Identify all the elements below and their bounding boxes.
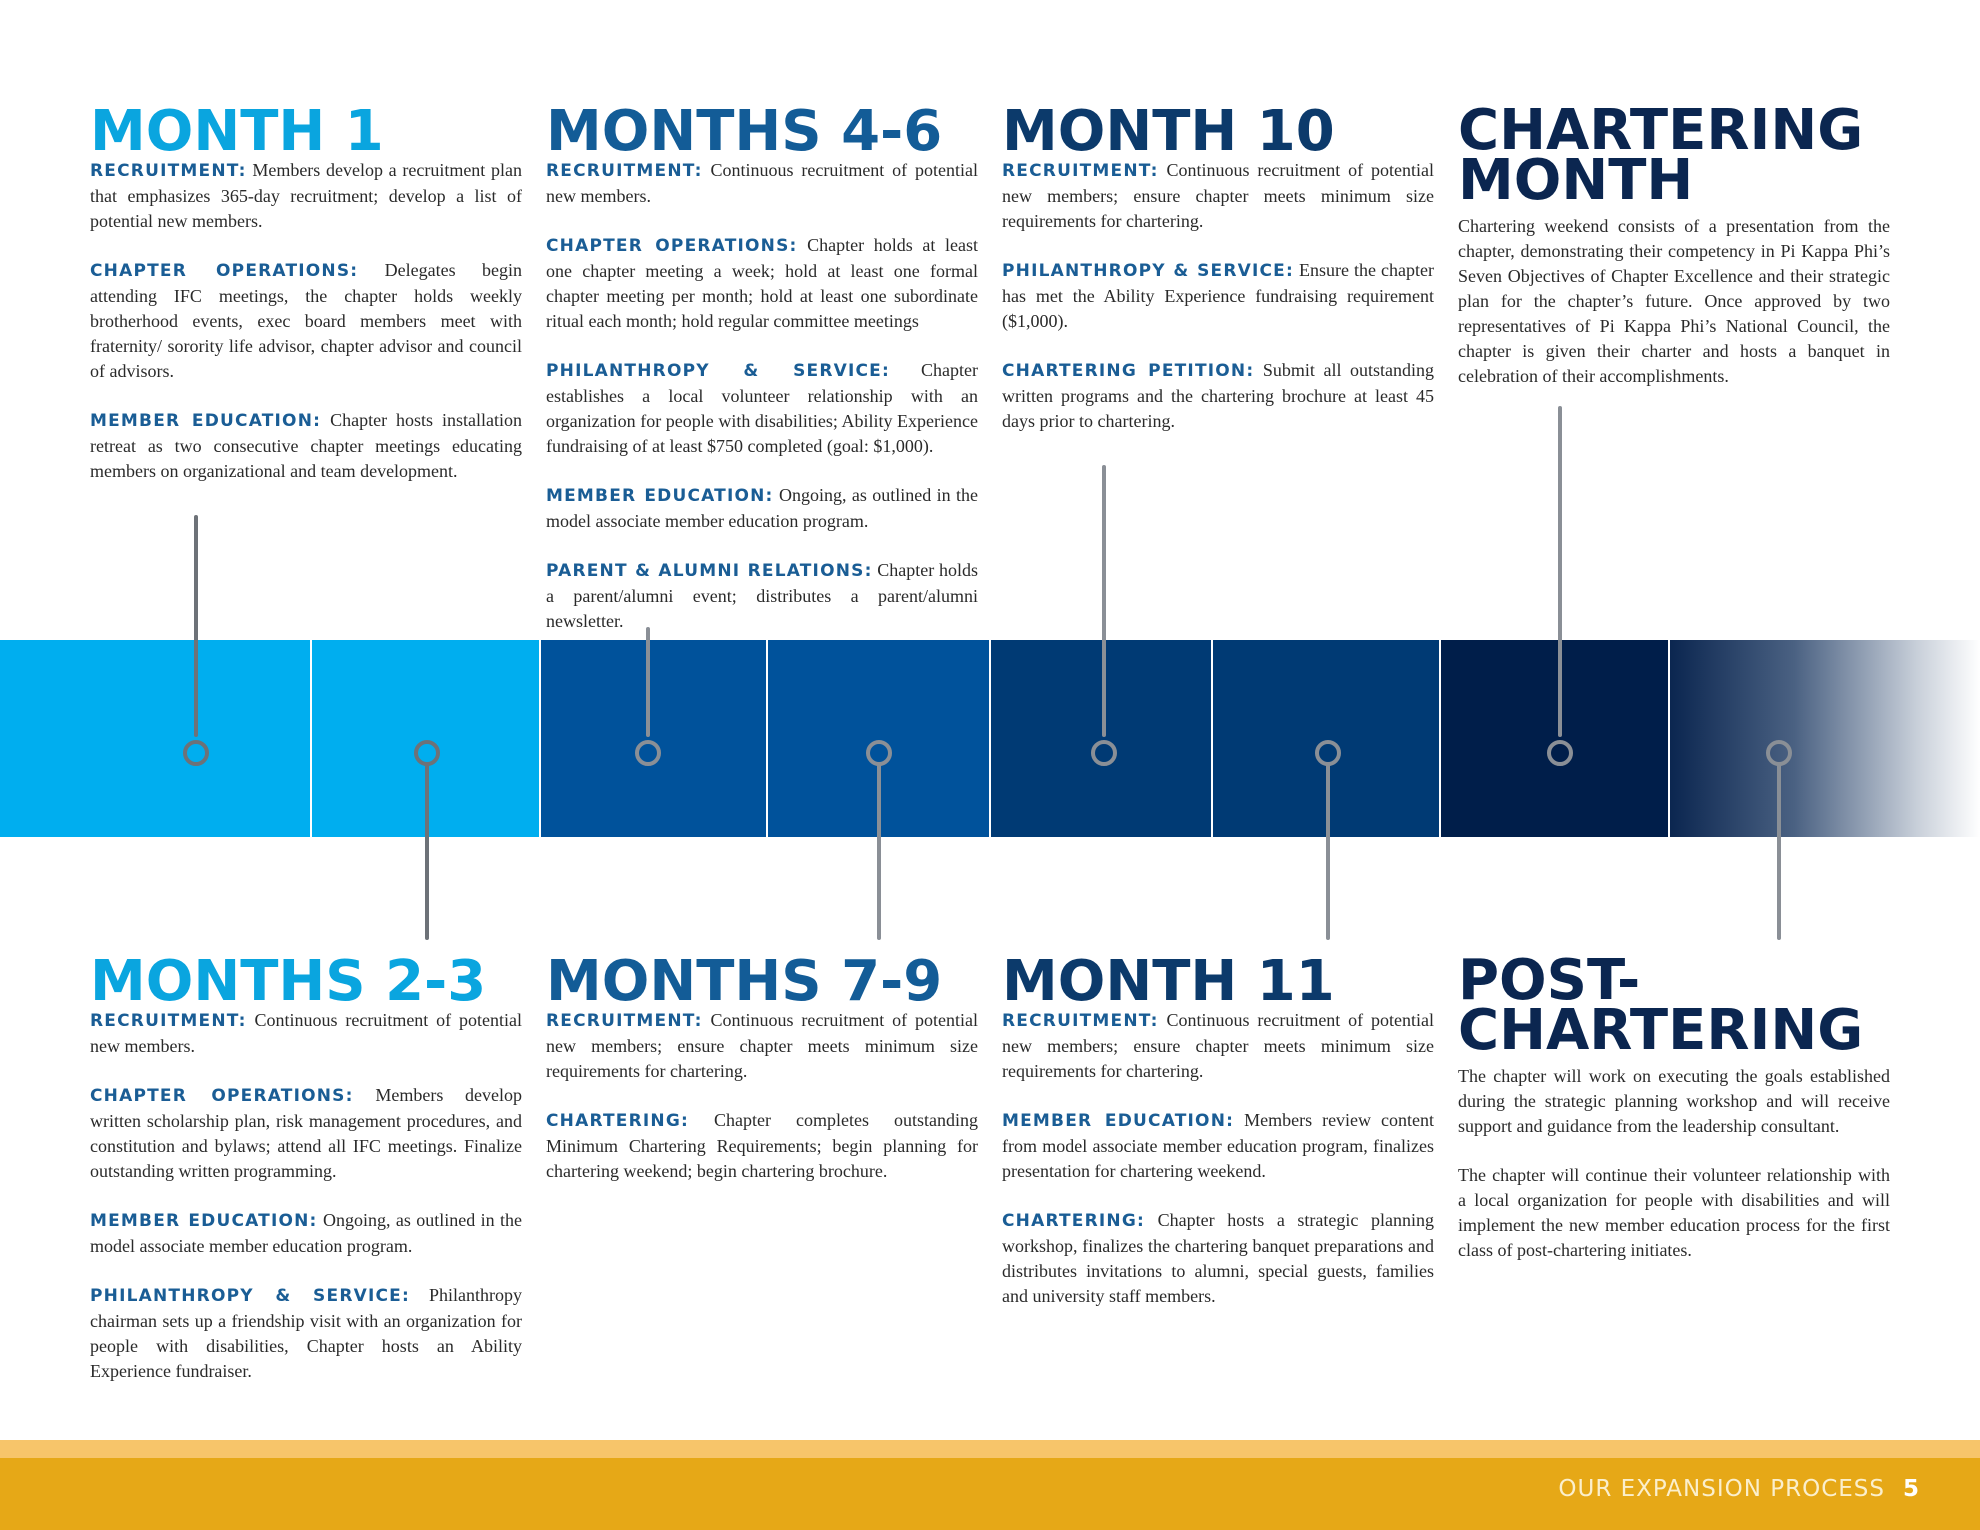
heading-month-1: MONTH 1 bbox=[90, 99, 384, 164]
section-member-education: MEMBER EDUCATION: Ongoing, as outlined in the model associate member education program. bbox=[90, 1210, 522, 1256]
section-description: The chapter will work on executing the goals established during the strategic planning workshop and will receive support and guidance from the leadership consultant. bbox=[1458, 1066, 1890, 1136]
timeline-node-months-2-3 bbox=[414, 740, 440, 766]
timeline-band-segment-3 bbox=[990, 640, 1440, 837]
footer-accent-strip bbox=[0, 1440, 1980, 1458]
heading-month-10: MONTH 10 bbox=[1002, 99, 1335, 164]
section-member-education: MEMBER EDUCATION: Chapter hosts installation retreat as two consecutive chapter meetings educating members on organizational and team development. bbox=[90, 410, 523, 481]
timeline-node-months-7-9 bbox=[866, 740, 892, 766]
section-parent-alumni-relations: PARENT & ALUMNI RELATIONS: Chapter holds a parent/alumni event; distributes a parent/alumni newsletter. bbox=[546, 560, 978, 631]
timeline-node-post-chartering bbox=[1766, 740, 1792, 766]
section-chapter-operations: CHAPTER OPERATIONS: Chapter holds at least one chapter meeting a week; hold at least one formal chapter meeting per month; hold at least one subordinate ritual each month; hold regular committee meetings bbox=[546, 235, 978, 331]
section-recruitment: RECRUITMENT: Continuous recruitment of potential new members. bbox=[90, 1010, 522, 1056]
timeline-separator bbox=[766, 640, 768, 837]
heading-months-2-3: MONTHS 2-3 bbox=[90, 949, 487, 1014]
timeline-separator bbox=[1211, 640, 1213, 837]
timeline-separator bbox=[989, 640, 991, 837]
heading-chartering-month: CHARTERING MONTH bbox=[1458, 98, 1864, 213]
timeline-entry-months-2-3 bbox=[90, 949, 522, 1408]
timeline-node-month-10 bbox=[1091, 740, 1117, 766]
section-member-education: MEMBER EDUCATION: Ongoing, as outlined in the model associate member education program. bbox=[546, 485, 978, 531]
heading-post-chartering: POST- CHARTERING bbox=[1458, 948, 1864, 1063]
footer-label: OUR EXPANSION PROCESS bbox=[1558, 1476, 1885, 1502]
section-chapter-operations: CHAPTER OPERATIONS: Delegates begin attending IFC meetings, the chapter holds weekly brotherhood events, exec board members meet with fraternity/ sorority life advisor, chapter advisor and council of advisors. bbox=[90, 260, 523, 381]
timeline-separator bbox=[1439, 640, 1441, 837]
section-recruitment: RECRUITMENT: Continuous recruitment of potential new members; ensure chapter meets minimum size requirements for chartering. bbox=[1002, 160, 1434, 231]
timeline-entry-months-4-6 bbox=[546, 99, 978, 658]
section-description: Chartering weekend consists of a presentation from the chapter, demonstrating their competency in Pi Kappa Phi’s Seven Objectives of Chapter Excellence and their strategic plan for the chapter’s future. Once approved by two representatives of Pi Kappa Phi’s National Council, the chapter is given their charter and hosts a banquet in celebration of their accomplishments. bbox=[1458, 216, 1890, 386]
timeline-band-fade bbox=[1670, 640, 1980, 837]
timeline-stem-post-chartering bbox=[1777, 762, 1781, 940]
timeline-node-month-1 bbox=[183, 740, 209, 766]
timeline-stem-chartering-month bbox=[1558, 406, 1562, 737]
heading-month-11: MONTH 11 bbox=[1002, 949, 1335, 1014]
section-philanthropy-service: PHILANTHROPY & SERVICE: Philanthropy chairman sets up a friendship visit with an organization for people with disabilities, Chapter hosts an Ability Experience fundraiser. bbox=[90, 1285, 522, 1381]
timeline-entry-months-7-9 bbox=[546, 949, 978, 1208]
footer-caption bbox=[1558, 1476, 1920, 1502]
section-recruitment: RECRUITMENT: Continuous recruitment of potential new members; ensure chapter meets minimum size requirements for chartering. bbox=[1002, 1010, 1434, 1081]
timeline-band-segment-2 bbox=[540, 640, 990, 837]
timeline-node-month-11 bbox=[1315, 740, 1341, 766]
timeline-separator bbox=[1668, 640, 1670, 837]
timeline-stem-months-4-6 bbox=[646, 627, 650, 737]
timeline-stem-month-10 bbox=[1102, 465, 1106, 737]
section-chapter-operations: CHAPTER OPERATIONS: Members develop written scholarship plan, risk management procedures, and constitution and bylaws; attend all IFC meetings. Finalize outstanding written programming. bbox=[90, 1085, 522, 1181]
timeline-stem-months-2-3 bbox=[425, 762, 429, 940]
section-recruitment: RECRUITMENT: Members develop a recruitment plan that emphasizes 365-day recruitment; develop a list of potential new members. bbox=[90, 160, 522, 231]
page-number: 5 bbox=[1902, 1476, 1920, 1502]
timeline-band-segment-1 bbox=[0, 640, 540, 837]
timeline-separator bbox=[310, 640, 312, 837]
timeline-entry-month-11 bbox=[1002, 949, 1434, 1333]
section-chartering: CHARTERING: Chapter completes outstanding Minimum Chartering Requirements; begin planning for chartering weekend; begin chartering brochure. bbox=[546, 1110, 978, 1181]
section-description: The chapter will continue their volunteer relationship with a local organization for people with disabilities and will implement the new member education process for the first class of post-chartering initiates. bbox=[1458, 1165, 1890, 1260]
timeline-stem-month-1 bbox=[194, 515, 198, 737]
section-philanthropy-service: PHILANTHROPY & SERVICE: Ensure the chapter has met the Ability Experience fundraising requirement ($1,000). bbox=[1002, 260, 1435, 331]
timeline-node-months-4-6 bbox=[635, 740, 661, 766]
timeline-entry-month-1 bbox=[90, 99, 523, 508]
timeline-stem-months-7-9 bbox=[877, 762, 881, 940]
timeline-stem-month-11 bbox=[1326, 762, 1330, 940]
section-chartering-petition: CHARTERING PETITION: Submit all outstanding written programs and the chartering brochure at least 45 days prior to chartering. bbox=[1002, 360, 1434, 431]
section-recruitment: RECRUITMENT: Continuous recruitment of potential new members. bbox=[546, 160, 978, 206]
timeline-band-segment-4 bbox=[1440, 640, 1670, 837]
timeline-separator bbox=[539, 640, 541, 837]
timeline-entry-post-chartering bbox=[1458, 948, 1890, 1287]
section-member-education: MEMBER EDUCATION: Members review content from model associate member education program, finalizes presentation for chartering weekend. bbox=[1002, 1110, 1434, 1181]
timeline-node-chartering-month bbox=[1547, 740, 1573, 766]
heading-months-7-9: MONTHS 7-9 bbox=[546, 949, 943, 1014]
timeline-entry-month-10 bbox=[1002, 99, 1435, 458]
heading-months-4-6: MONTHS 4-6 bbox=[546, 99, 943, 164]
section-philanthropy-service: PHILANTHROPY & SERVICE: Chapter establishes a local volunteer relationship with an organization for people with disabilities; Ability Experience fundraising of at least $750 completed (goal: $1,000). bbox=[546, 360, 978, 456]
timeline-entry-chartering-month bbox=[1458, 98, 1890, 413]
section-chartering: CHARTERING: Chapter hosts a strategic planning workshop, finalizes the chartering banquet preparations and distributes invitations to alumni, special guests, families and university staff members. bbox=[1002, 1210, 1434, 1306]
section-recruitment: RECRUITMENT: Continuous recruitment of potential new members; ensure chapter meets minimum size requirements for chartering. bbox=[546, 1010, 978, 1081]
